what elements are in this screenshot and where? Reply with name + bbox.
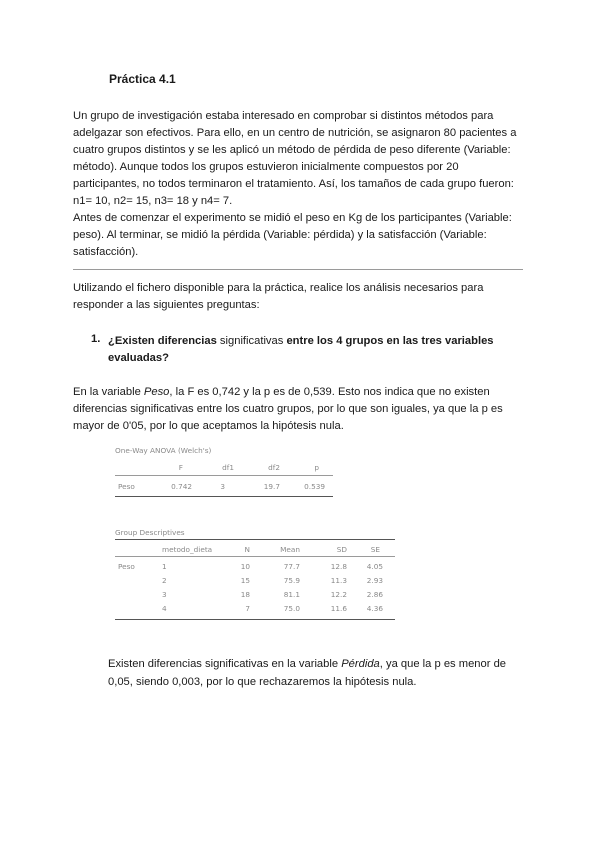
descriptives-cell-n: 18 <box>240 590 250 599</box>
intro-line: cuatro grupos distintos y se les aplicó un método de pérdida de peso diferente (Variable: <box>73 144 511 156</box>
descriptives-bottom-rule <box>115 619 395 620</box>
descriptives-cell-mean: 75.9 <box>283 576 300 585</box>
anova-header-f: F <box>178 463 183 472</box>
anova-header-df2: df2 <box>268 463 280 472</box>
answer-text: Existen diferencias significativas en la variable <box>108 658 342 670</box>
instructions-paragraph <box>73 280 528 314</box>
descriptives-cell-sd: 12.8 <box>330 562 347 571</box>
answer-line: 0,05, siendo 0,003, por lo que rechazaremos la hipótesis nula. <box>108 676 417 688</box>
page-title: Práctica 4.1 <box>109 72 176 86</box>
descriptives-cell-se: 4.36 <box>366 604 383 613</box>
descriptives-cell-se: 2.86 <box>366 590 383 599</box>
answer-text: , ya que la p es menor de <box>379 658 507 670</box>
descriptives-cell-n: 15 <box>240 576 250 585</box>
descriptives-cell-group: 4 <box>162 604 167 613</box>
descriptives-cell-mean: 81.1 <box>283 590 300 599</box>
anova-table <box>115 446 335 501</box>
intro-line: n1= 10, n2= 15, n3= 18 y n4= 7. <box>73 195 233 207</box>
question-line: evaluadas? <box>108 352 169 364</box>
instructions-line: Utilizando el fichero disponible para la práctica, realice los análisis necesarios para <box>73 282 484 294</box>
intro-line: método). Aunque todos los grupos estuvieron inicialmente compuestos por 20 <box>73 161 459 173</box>
variable-name: Pérdida <box>341 658 380 670</box>
answer-perdida <box>108 655 528 691</box>
descriptives-cell-se: 4.05 <box>366 562 383 571</box>
anova-cell-f: 0.742 <box>171 482 192 491</box>
answer-line: diferencias significativas entre los cuatro grupos, por lo que son iguales, ya que la p es <box>73 403 503 415</box>
question-part: ¿Existen diferencias <box>108 335 220 347</box>
descriptives-table-title: Group Descriptives <box>115 528 185 537</box>
descriptives-cell-sd: 11.6 <box>330 604 347 613</box>
anova-cell-p: 0.539 <box>304 482 325 491</box>
anova-row-label: Peso <box>118 482 135 491</box>
descriptives-cell-n: 10 <box>240 562 250 571</box>
descriptives-cell-sd: 11.3 <box>330 576 347 585</box>
descriptives-header-rule <box>115 556 395 557</box>
descriptives-cell-mean: 77.7 <box>283 562 300 571</box>
descriptives-row-label: Peso <box>118 562 135 571</box>
anova-bottom-rule <box>115 496 333 497</box>
descriptives-cell-se: 2.93 <box>366 576 383 585</box>
intro-line: Antes de comenzar el experimento se midió el peso en Kg de los participantes (Variable: <box>73 212 512 224</box>
question-part: entre los 4 grupos en las tres variables <box>283 335 494 347</box>
descriptives-table <box>115 528 400 623</box>
anova-header-rule <box>115 475 333 476</box>
answer-peso <box>73 384 528 435</box>
variable-name: Peso <box>143 386 170 398</box>
intro-line: participantes, no todos terminaron el tratamiento. Así, los tamaños de cada grupo fueron: <box>73 178 514 190</box>
intro-paragraph <box>73 108 528 261</box>
descriptives-cell-group: 2 <box>162 576 167 585</box>
descriptives-header-mean: Mean <box>280 545 300 554</box>
descriptives-header-se: SE <box>370 545 380 554</box>
intro-line: peso). Al terminar, se midió la pérdida (Variable: pérdida) y la satisfacción (Variable: <box>73 229 487 241</box>
answer-text: , la F es 0,742 y la p es de 0,539. Esto nos indica que no existen <box>169 386 490 398</box>
question-number: 1. <box>91 333 101 345</box>
intro-line: Un grupo de investigación estaba interesado en comprobar si distintos métodos para <box>73 110 494 122</box>
answer-text: En la variable <box>73 386 144 398</box>
descriptives-cell-mean: 75.0 <box>283 604 300 613</box>
descriptives-header-group: metodo_dieta <box>162 545 213 554</box>
descriptives-top-rule <box>115 539 395 540</box>
descriptives-header-n: N <box>244 545 250 554</box>
question-text <box>108 333 508 367</box>
anova-cell-df2: 19.7 <box>263 482 280 491</box>
anova-cell-df1: 3 <box>220 482 225 491</box>
anova-table-title: One-Way ANOVA (Welch's) <box>115 446 212 455</box>
answer-line: mayor de 0'05, por lo que aceptamos la hipótesis nula. <box>73 420 344 432</box>
instructions-line: responder a las siguientes preguntas: <box>73 299 260 311</box>
anova-header-df1: df1 <box>222 463 234 472</box>
descriptives-cell-n: 7 <box>245 604 250 613</box>
descriptives-cell-group: 1 <box>162 562 167 571</box>
anova-header-p: p <box>314 463 319 472</box>
intro-line: satisfacción). <box>73 246 139 258</box>
question-part: significativas <box>219 335 284 347</box>
descriptives-cell-sd: 12.2 <box>330 590 347 599</box>
intro-line: adelgazar son efectivos. Para ello, en un centro de nutrición, se asignaron 80 pacientes a <box>73 127 517 139</box>
descriptives-header-sd: SD <box>336 545 347 554</box>
descriptives-cell-group: 3 <box>162 590 167 599</box>
section-divider <box>73 269 523 270</box>
